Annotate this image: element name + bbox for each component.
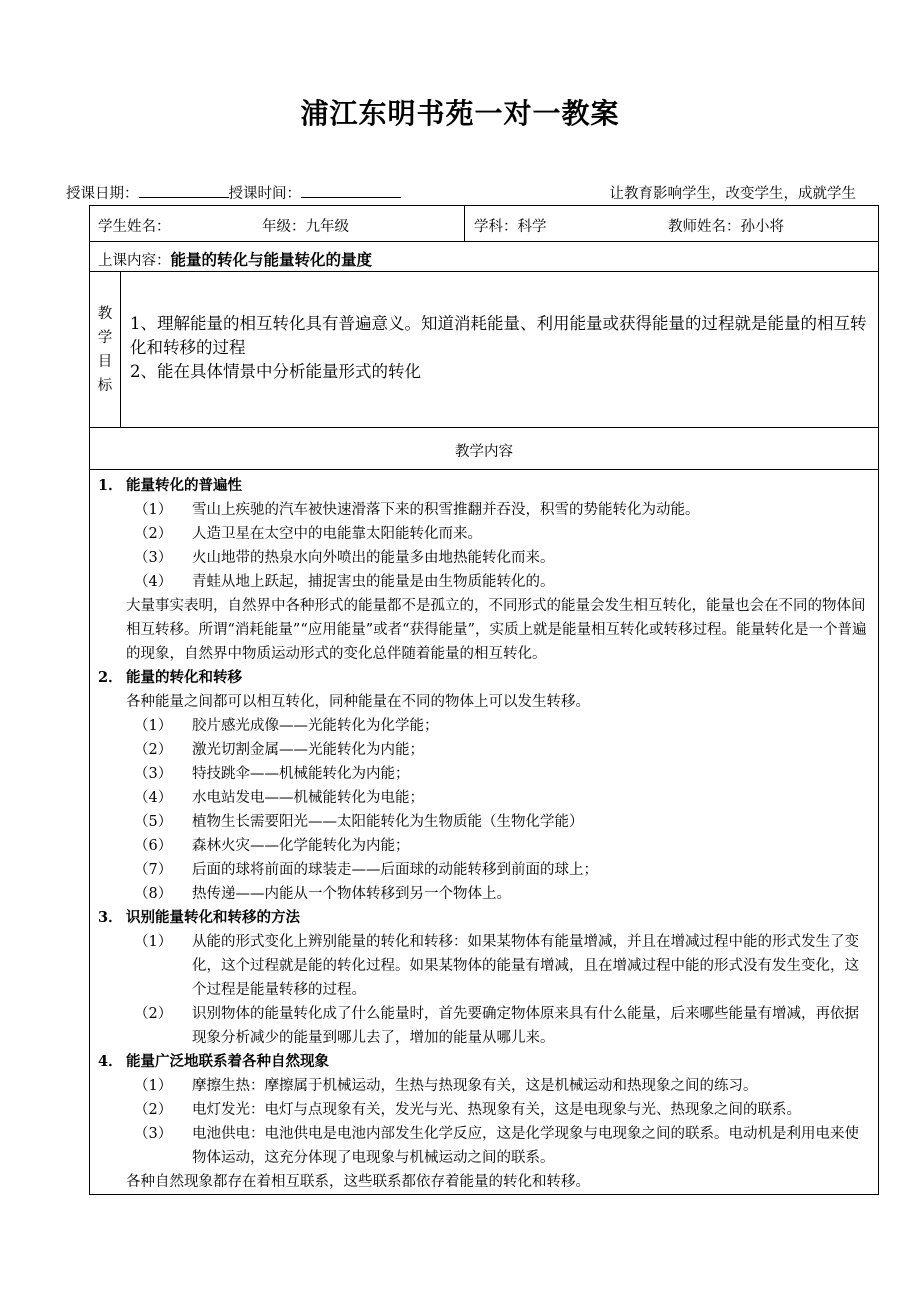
- item-number: （1）: [134, 1078, 173, 1094]
- side-char: 教: [97, 305, 113, 322]
- lesson-label: 上课内容：: [98, 253, 171, 269]
- list-item: [98, 786, 872, 810]
- lesson-topic: 能量的转化与能量转化的量度: [170, 250, 373, 269]
- objective-item: 1、理解能量的相互转化具有普遍意义。知道消耗能量、利用能量或获得能量的过程就是能量的相互转化和转移的过程: [130, 314, 867, 357]
- objectives-row: [90, 272, 878, 428]
- item-text: 电灯发光：电灯与点现象有关，发光与光、热现象有关，这是电现象与光、热现象之间的联系。: [192, 1102, 801, 1118]
- item-text: 植物生长需要阳光——太阳能转化为生物质能（生物化学能）: [192, 814, 584, 830]
- item-number: （2）: [134, 1102, 173, 1118]
- section-title: 识别能量转化和转移的方法: [126, 909, 300, 926]
- list-item: [98, 522, 872, 546]
- item-number: （1）: [134, 502, 173, 518]
- section-number: 1．: [98, 477, 123, 494]
- grade: 年级：九年级: [262, 219, 349, 235]
- item-number: （7）: [134, 862, 173, 878]
- motto: 让教育影响学生，改变学生，成就学生: [609, 186, 856, 202]
- section-number: 2．: [98, 669, 123, 686]
- item-number: （2）: [134, 1006, 173, 1022]
- section-heading: [98, 474, 872, 498]
- page-title: 浦江东明书苑一对一教案: [300, 97, 620, 130]
- section-title: 能量的转化和转移: [126, 669, 242, 686]
- item-number: （3）: [134, 766, 173, 782]
- list-item: [98, 738, 872, 762]
- item-text: 摩擦生热：摩擦属于机械运动，生热与热现象有关，这是机械运动和热现象之间的练习。: [192, 1078, 758, 1094]
- list-item: [98, 498, 872, 522]
- item-text: 胶片感光成像——光能转化为化学能；: [192, 718, 439, 734]
- list-item: [98, 546, 872, 570]
- item-number: （8）: [134, 886, 173, 902]
- side-char: 学: [97, 329, 113, 346]
- section-title: 能量转化的普遍性: [126, 477, 242, 494]
- divider: [464, 206, 465, 241]
- list-item: [98, 1002, 872, 1050]
- item-number: （4）: [134, 574, 173, 590]
- item-text: 特技跳伞——机械能转化为内能；: [192, 766, 410, 782]
- section-number: 3．: [98, 909, 123, 926]
- item-number: （1）: [134, 934, 173, 950]
- section-heading: [98, 906, 872, 930]
- item-text: 识别物体的能量转化成了什么能量时，首先要确定物体原来具有什么能量，后来哪些能量有增减，再依据现象分析减少的能量到哪儿去了，增加的能量从哪儿来。: [192, 1006, 859, 1046]
- item-number: （5）: [134, 814, 173, 830]
- item-number: （3）: [134, 1126, 173, 1142]
- item-number: （2）: [134, 742, 173, 758]
- list-item: [98, 1122, 872, 1170]
- item-text: 青蛙从地上跃起，捕捉害虫的能量是由生物质能转化的。: [192, 574, 555, 590]
- item-text: 森林火灾——化学能转化为内能；: [192, 838, 410, 854]
- item-number: （3）: [134, 550, 173, 566]
- side-char: 目: [97, 353, 113, 370]
- item-text: 雪山上疾驰的汽车被快速滑落下来的积雪推翻并吞没，积雪的势能转化为动能。: [192, 502, 700, 518]
- item-number: （2）: [134, 526, 173, 542]
- item-text: 从能的形式变化上辨别能量的转化和转移：如果某物体有能量增减，并且在增减过程中能的形式发生了变化，这个过程就是能的转化过程。如果某物体的能量有增减，且在增减过程中能的形式没有发生变化，这个过程是能量转移的过程。: [192, 934, 859, 998]
- section-number: 4．: [98, 1053, 123, 1070]
- objective-item: 2、能在具体情景中分析能量形式的转化: [130, 362, 421, 381]
- item-text: 后面的球将前面的球装走——后面球的动能转移到前面的球上；: [192, 862, 598, 878]
- lesson-row: [90, 242, 878, 272]
- item-text: 热传递——内能从一个物体转移到另一个物体上。: [192, 886, 511, 902]
- list-item: [98, 714, 872, 738]
- lesson-line: [98, 248, 372, 270]
- item-text: 激光切割金属——光能转化为内能；: [192, 742, 424, 758]
- item-text: 火山地带的热泉水向外喷出的能量多由地热能转化而来。: [192, 550, 555, 566]
- list-item: [98, 570, 872, 594]
- time-blank: [301, 183, 401, 198]
- date-label: 授课日期：: [66, 186, 139, 202]
- objectives-side-label: [90, 272, 121, 427]
- list-item: [98, 834, 872, 858]
- list-item: [98, 882, 872, 906]
- item-number: （4）: [134, 790, 173, 806]
- list-item: [98, 762, 872, 786]
- time-label: 授课时间：: [228, 186, 301, 202]
- teacher: 教师姓名：孙小将: [668, 219, 784, 235]
- paragraph: 各种自然现象都存在着相互联系，这些联系都依存着能量的转化和转移。: [126, 1174, 590, 1190]
- list-item: [98, 810, 872, 834]
- date-blank: [139, 183, 229, 198]
- list-item: [98, 930, 872, 1002]
- subject: 学科：科学: [474, 219, 547, 235]
- content-body: [98, 474, 872, 1194]
- content-header: 教学内容: [455, 444, 513, 460]
- meta-line: [66, 182, 856, 203]
- lesson-sheet: [89, 205, 879, 1195]
- list-item: [98, 858, 872, 882]
- item-text: 电池供电：电池供电是电池内部发生化学反应，这是化学现象与电现象之间的联系。电动机是利用电来使物体运动，这充分体现了电现象与机械运动之间的联系。: [192, 1126, 859, 1166]
- list-item: [98, 1098, 872, 1122]
- paragraph: 大量事实表明，自然界中各种形式的能量都不是孤立的，不同形式的能量会发生相互转化，能量也会在不同的物体间相互转移。所谓“消耗能量”“应用能量”或者“获得能量”，实质上就是能量相互转化或转移过程。能量转化是一个普遍的现象，自然界中物质运动形式的变化总伴随着能量的相互转化。: [126, 598, 867, 662]
- item-text: 人造卫星在太空中的电能靠太阳能转化而来。: [192, 526, 482, 542]
- content-header-row: [90, 428, 878, 470]
- item-number: （6）: [134, 838, 173, 854]
- section-heading: [98, 1050, 872, 1074]
- item-number: （1）: [134, 718, 173, 734]
- item-text: 水电站发电——机械能转化为电能；: [192, 790, 424, 806]
- info-row: [90, 206, 878, 242]
- paragraph: 各种能量之间都可以相互转化，同种能量在不同的物体上可以发生转移。: [126, 694, 590, 710]
- side-char: 标: [97, 377, 113, 394]
- list-item: [98, 1074, 872, 1098]
- section-title: 能量广泛地联系着各种自然现象: [126, 1053, 329, 1070]
- student-name-label: 学生姓名：: [98, 219, 171, 235]
- objectives-list: [130, 312, 872, 384]
- section-heading: [98, 666, 872, 690]
